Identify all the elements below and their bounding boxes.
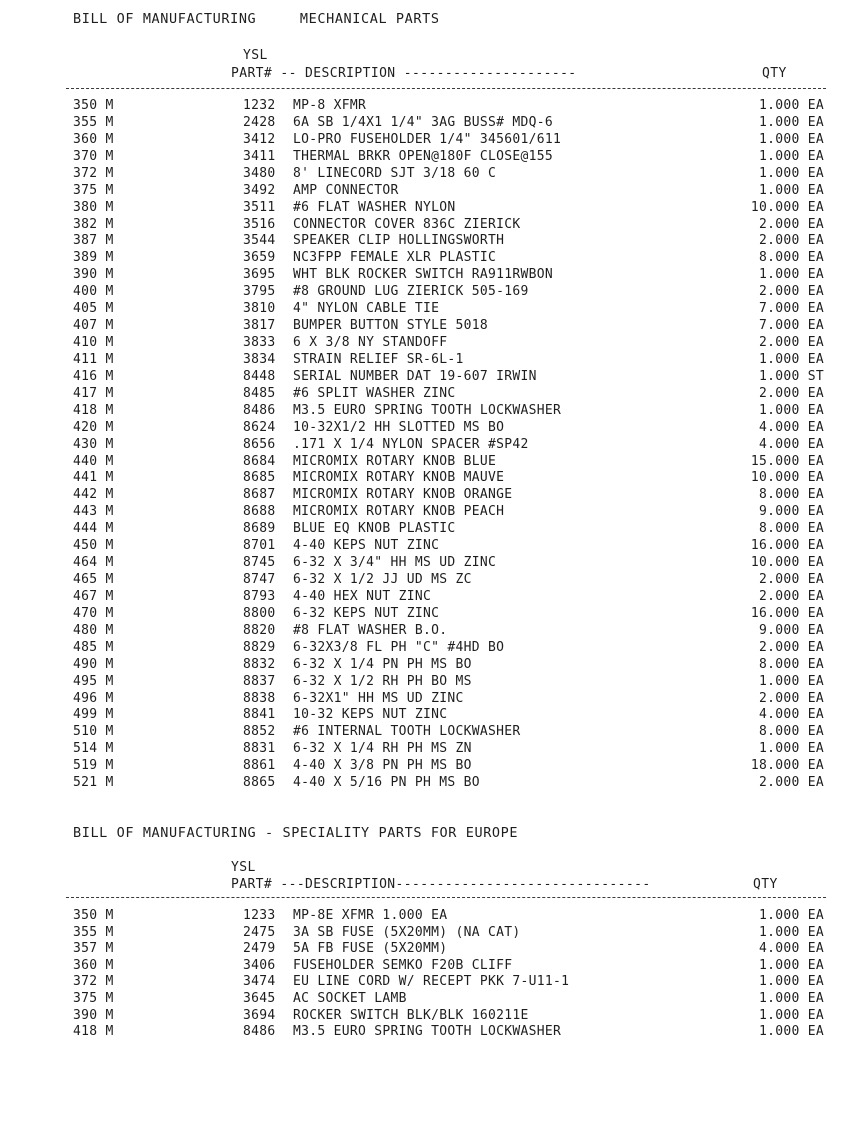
quantity: 10.000 EA: [750, 555, 824, 571]
line-number: 375 M: [73, 182, 114, 198]
part-number: 8861: [243, 758, 276, 774]
column-header-ysl: YSL: [231, 860, 256, 875]
table-row: [0, 166, 866, 182]
table-row: [0, 98, 866, 114]
line-number: 355 M: [73, 114, 114, 130]
line-number: 382 M: [73, 216, 114, 232]
quantity: 9.000 EA: [758, 622, 824, 638]
line-number: 357 M: [73, 941, 114, 957]
line-number: 400 M: [73, 284, 114, 300]
table-row: [0, 352, 866, 368]
part-number: 3544: [243, 233, 276, 249]
part-number: 8448: [243, 368, 276, 384]
part-description: MP-8 XFMR: [293, 98, 367, 113]
part-description: 3A SB FUSE (5X20MM) (NA CAT): [293, 924, 521, 940]
quantity: 16.000 EA: [750, 605, 824, 621]
quantity: 1.000 EA: [758, 741, 824, 757]
table-row: [0, 1008, 866, 1024]
part-description: #8 FLAT WASHER B.O.: [293, 622, 448, 638]
line-number: 350 M: [73, 908, 114, 923]
part-description: 4" NYLON CABLE TIE: [293, 301, 440, 317]
table-row: [0, 504, 866, 520]
table-row: [0, 183, 866, 199]
line-number: 496 M: [73, 690, 114, 706]
column-header-qty: QTY: [762, 66, 787, 81]
part-description: 6-32 X 1/2 RH PH BO MS: [293, 673, 472, 689]
part-description: #8 GROUND LUG ZIERICK 505-169: [293, 284, 529, 300]
line-number: 417 M: [73, 385, 114, 401]
quantity: 18.000 EA: [750, 758, 824, 774]
table-row: [0, 555, 866, 571]
line-number: 465 M: [73, 572, 114, 588]
quantity: 4.000 EA: [758, 941, 824, 957]
line-number: 464 M: [73, 555, 114, 571]
line-number: 443 M: [73, 504, 114, 520]
part-description: M3.5 EURO SPRING TOOTH LOCKWASHER: [293, 402, 562, 418]
part-number: 3695: [243, 267, 276, 283]
part-description: 6A SB 1/4X1 1/4" 3AG BUSS# MDQ-6: [293, 114, 554, 130]
part-number: 3412: [243, 131, 276, 147]
column-header-qty: QTY: [753, 877, 778, 892]
quantity: 1.000 EA: [758, 991, 824, 1006]
quantity: 8.000 EA: [758, 250, 824, 266]
table-row: [0, 115, 866, 131]
part-description: BLUE EQ KNOB PLASTIC: [293, 521, 456, 537]
line-number: 442 M: [73, 487, 114, 503]
table-row: [0, 741, 866, 757]
table-row: [0, 420, 866, 436]
quantity: 1.000 EA: [758, 402, 824, 418]
quantity: 2.000 EA: [758, 572, 824, 588]
part-number: 8624: [243, 419, 276, 435]
part-number: 8829: [243, 639, 276, 655]
table-row: [0, 284, 866, 300]
quantity: 1.000 EA: [758, 182, 824, 198]
column-header-part-description: PART# -- DESCRIPTION ---------------------: [231, 66, 577, 81]
part-number: 8793: [243, 588, 276, 604]
line-number: 407 M: [73, 318, 114, 334]
part-number: 8688: [243, 504, 276, 520]
table-row: [0, 974, 866, 990]
table-row: [0, 640, 866, 656]
part-description: 4-40 KEPS NUT ZINC: [293, 538, 440, 554]
quantity: 1.000 EA: [758, 924, 824, 940]
part-number: 8820: [243, 622, 276, 638]
table-row: [0, 538, 866, 554]
quantity: 2.000 EA: [758, 216, 824, 232]
table-row: [0, 267, 866, 283]
table-row: [0, 606, 866, 622]
table-row: [0, 758, 866, 774]
table-row: [0, 301, 866, 317]
table-row: [0, 233, 866, 249]
quantity: 1.000 EA: [758, 908, 824, 923]
line-number: 490 M: [73, 656, 114, 672]
part-number: 3659: [243, 250, 276, 266]
part-description: 4-40 HEX NUT ZINC: [293, 588, 432, 604]
part-number: 3817: [243, 318, 276, 334]
line-number: 389 M: [73, 250, 114, 266]
line-number: 360 M: [73, 957, 114, 973]
table-row: [0, 454, 866, 470]
quantity: 8.000 EA: [758, 656, 824, 672]
part-description: STRAIN RELIEF SR-6L-1: [293, 351, 464, 367]
part-number: 8687: [243, 487, 276, 503]
column-header-part-description: PART# ---DESCRIPTION-------------------------------: [231, 877, 651, 892]
part-number: 3511: [243, 199, 276, 215]
table-row: [0, 908, 866, 924]
table-row: [0, 775, 866, 791]
part-description: #6 FLAT WASHER NYLON: [293, 199, 456, 215]
part-number: 8837: [243, 673, 276, 689]
part-number: 8656: [243, 436, 276, 452]
quantity: 1.000 EA: [758, 1007, 824, 1023]
table-row: [0, 132, 866, 148]
part-description: CONNECTOR COVER 836C ZIERICK: [293, 216, 521, 232]
part-description: MICROMIX ROTARY KNOB BLUE: [293, 453, 497, 469]
table-row: [0, 318, 866, 334]
part-number: 3645: [243, 991, 276, 1006]
line-number: 350 M: [73, 98, 114, 113]
part-number: 8684: [243, 453, 276, 469]
quantity: 2.000 EA: [758, 639, 824, 655]
part-number: 8831: [243, 741, 276, 757]
part-number: 3810: [243, 301, 276, 317]
quantity: 1.000 EA: [758, 114, 824, 130]
part-description: 6-32 KEPS NUT ZINC: [293, 605, 440, 621]
line-number: 430 M: [73, 436, 114, 452]
table-row: [0, 470, 866, 486]
table-row: [0, 1024, 866, 1040]
line-number: 411 M: [73, 351, 114, 367]
part-description: #6 SPLIT WASHER ZINC: [293, 385, 456, 401]
part-description: MP-8E XFMR 1.000 EA: [293, 908, 448, 923]
quantity: 1.000 EA: [758, 957, 824, 973]
part-number: 3406: [243, 957, 276, 973]
line-number: 441 M: [73, 470, 114, 486]
part-number: 3480: [243, 165, 276, 181]
part-description: NC3FPP FEMALE XLR PLASTIC: [293, 250, 497, 266]
quantity: 16.000 EA: [750, 538, 824, 554]
part-number: 3492: [243, 182, 276, 198]
quantity: 4.000 EA: [758, 707, 824, 723]
line-number: 499 M: [73, 707, 114, 723]
part-description: 6-32X1" HH MS UD ZINC: [293, 690, 464, 706]
part-number: 3516: [243, 216, 276, 232]
part-number: 3411: [243, 148, 276, 164]
part-number: 3694: [243, 1007, 276, 1023]
line-number: 467 M: [73, 588, 114, 604]
line-number: 470 M: [73, 605, 114, 621]
quantity: 2.000 EA: [758, 233, 824, 249]
part-number: 1232: [243, 98, 276, 113]
part-description: 6-32 X 1/4 RH PH MS ZN: [293, 741, 472, 757]
part-number: 2475: [243, 924, 276, 940]
quantity: 1.000 EA: [758, 131, 824, 147]
quantity: 1.000 EA: [758, 1024, 824, 1040]
part-description: 10-32 KEPS NUT ZINC: [293, 707, 448, 723]
part-description: LO-PRO FUSEHOLDER 1/4" 345601/611: [293, 131, 562, 147]
line-number: 450 M: [73, 538, 114, 554]
header-rule: [66, 88, 826, 89]
part-description: EU LINE CORD W/ RECEPT PKK 7-U11-1: [293, 974, 570, 990]
part-number: 3833: [243, 335, 276, 351]
part-description: SERIAL NUMBER DAT 19-607 IRWIN: [293, 368, 537, 384]
table-row: [0, 991, 866, 1007]
table-row: [0, 657, 866, 673]
part-number: 3474: [243, 974, 276, 990]
part-description: MICROMIX ROTARY KNOB MAUVE: [293, 470, 505, 486]
part-number: 8800: [243, 605, 276, 621]
line-number: 420 M: [73, 419, 114, 435]
part-description: 8' LINECORD SJT 3/18 60 C: [293, 165, 497, 181]
line-number: 519 M: [73, 758, 114, 774]
quantity: 10.000 EA: [750, 199, 824, 215]
quantity: 1.000 EA: [758, 351, 824, 367]
line-number: 480 M: [73, 622, 114, 638]
line-number: 405 M: [73, 301, 114, 317]
part-number: 8745: [243, 555, 276, 571]
table-row: [0, 386, 866, 402]
part-description: 6-32 X 3/4" HH MS UD ZINC: [293, 555, 497, 571]
part-description: MICROMIX ROTARY KNOB ORANGE: [293, 487, 513, 503]
part-number: 8838: [243, 690, 276, 706]
line-number: 370 M: [73, 148, 114, 164]
quantity: 10.000 EA: [750, 470, 824, 486]
line-number: 510 M: [73, 724, 114, 740]
quantity: 9.000 EA: [758, 504, 824, 520]
quantity: 1.000 EA: [758, 148, 824, 164]
line-number: 521 M: [73, 775, 114, 791]
line-number: 372 M: [73, 165, 114, 181]
quantity: 2.000 EA: [758, 335, 824, 351]
part-description: 6-32 X 1/2 JJ UD MS ZC: [293, 572, 472, 588]
quantity: 8.000 EA: [758, 724, 824, 740]
table-row: [0, 335, 866, 351]
part-number: 8486: [243, 402, 276, 418]
part-number: 1233: [243, 908, 276, 923]
part-description: #6 INTERNAL TOOTH LOCKWASHER: [293, 724, 521, 740]
part-number: 2479: [243, 941, 276, 957]
quantity: 2.000 EA: [758, 588, 824, 604]
table-row: [0, 941, 866, 957]
part-description: AC SOCKET LAMB: [293, 991, 407, 1006]
part-number: 8486: [243, 1024, 276, 1040]
table-row: [0, 403, 866, 419]
table-row: [0, 487, 866, 503]
quantity: 2.000 EA: [758, 385, 824, 401]
quantity: 8.000 EA: [758, 521, 824, 537]
quantity: 4.000 EA: [758, 436, 824, 452]
quantity: 7.000 EA: [758, 318, 824, 334]
line-number: 418 M: [73, 1024, 114, 1040]
quantity: 1.000 EA: [758, 974, 824, 990]
part-number: 8841: [243, 707, 276, 723]
quantity: 2.000 EA: [758, 775, 824, 791]
quantity: 4.000 EA: [758, 419, 824, 435]
part-description: SPEAKER CLIP HOLLINGSWORTH: [293, 233, 505, 249]
table-row: [0, 369, 866, 385]
table-row: [0, 521, 866, 537]
part-number: 8485: [243, 385, 276, 401]
part-description: BUMPER BUTTON STYLE 5018: [293, 318, 489, 334]
quantity: 1.000 ST: [758, 368, 824, 384]
table-row: [0, 925, 866, 941]
part-description: 6-32 X 1/4 PN PH MS BO: [293, 656, 472, 672]
quantity: 1.000 EA: [758, 98, 824, 113]
line-number: 410 M: [73, 335, 114, 351]
line-number: 390 M: [73, 1007, 114, 1023]
line-number: 416 M: [73, 368, 114, 384]
part-number: 8747: [243, 572, 276, 588]
header-rule: [66, 897, 826, 898]
line-number: 418 M: [73, 402, 114, 418]
part-description: AMP CONNECTOR: [293, 182, 399, 198]
quantity: 2.000 EA: [758, 690, 824, 706]
line-number: 380 M: [73, 199, 114, 215]
quantity: 2.000 EA: [758, 284, 824, 300]
table-row: [0, 589, 866, 605]
part-description: THERMAL BRKR OPEN@180F CLOSE@155: [293, 148, 554, 164]
section-title-mechanical: BILL OF MANUFACTURING MECHANICAL PARTS: [73, 11, 440, 27]
part-number: 3834: [243, 351, 276, 367]
part-number: 8689: [243, 521, 276, 537]
line-number: 387 M: [73, 233, 114, 249]
quantity: 1.000 EA: [758, 267, 824, 283]
line-number: 372 M: [73, 974, 114, 990]
part-number: 8685: [243, 470, 276, 486]
quantity: 8.000 EA: [758, 487, 824, 503]
line-number: 375 M: [73, 991, 114, 1006]
line-number: 390 M: [73, 267, 114, 283]
section-title-europe: BILL OF MANUFACTURING - SPECIALITY PARTS FOR EUROPE: [73, 825, 519, 841]
part-description: FUSEHOLDER SEMKO F20B CLIFF: [293, 957, 513, 973]
quantity: 15.000 EA: [750, 453, 824, 469]
line-number: 360 M: [73, 131, 114, 147]
line-number: 495 M: [73, 673, 114, 689]
part-number: 8832: [243, 656, 276, 672]
table-row: [0, 674, 866, 690]
line-number: 485 M: [73, 639, 114, 655]
table-row: [0, 200, 866, 216]
part-number: 8701: [243, 538, 276, 554]
quantity: 1.000 EA: [758, 165, 824, 181]
column-header-ysl: YSL: [243, 48, 268, 63]
part-description: 6 X 3/8 NY STANDOFF: [293, 335, 448, 351]
part-number: 8865: [243, 775, 276, 791]
line-number: 440 M: [73, 453, 114, 469]
line-number: 514 M: [73, 741, 114, 757]
part-description: 4-40 X 5/16 PN PH MS BO: [293, 775, 480, 791]
part-description: .171 X 1/4 NYLON SPACER #SP42: [293, 436, 529, 452]
part-description: 4-40 X 3/8 PN PH MS BO: [293, 758, 472, 774]
part-description: ROCKER SWITCH BLK/BLK 160211E: [293, 1007, 529, 1023]
part-description: M3.5 EURO SPRING TOOTH LOCKWASHER: [293, 1024, 562, 1040]
table-row: [0, 707, 866, 723]
part-description: WHT BLK ROCKER SWITCH RA911RWBON: [293, 267, 554, 283]
part-number: 3795: [243, 284, 276, 300]
part-description: MICROMIX ROTARY KNOB PEACH: [293, 504, 505, 520]
table-row: [0, 437, 866, 453]
line-number: 444 M: [73, 521, 114, 537]
table-row: [0, 149, 866, 165]
table-row: [0, 691, 866, 707]
table-row: [0, 958, 866, 974]
table-row: [0, 217, 866, 233]
part-number: 2428: [243, 114, 276, 130]
quantity: 1.000 EA: [758, 673, 824, 689]
table-row: [0, 572, 866, 588]
line-number: 355 M: [73, 924, 114, 940]
table-row: [0, 250, 866, 266]
part-description: 5A FB FUSE (5X20MM): [293, 941, 448, 957]
quantity: 7.000 EA: [758, 301, 824, 317]
part-number: 8852: [243, 724, 276, 740]
part-description: 6-32X3/8 FL PH "C" #4HD BO: [293, 639, 505, 655]
table-row: [0, 623, 866, 639]
part-description: 10-32X1/2 HH SLOTTED MS BO: [293, 419, 505, 435]
table-row: [0, 724, 866, 740]
